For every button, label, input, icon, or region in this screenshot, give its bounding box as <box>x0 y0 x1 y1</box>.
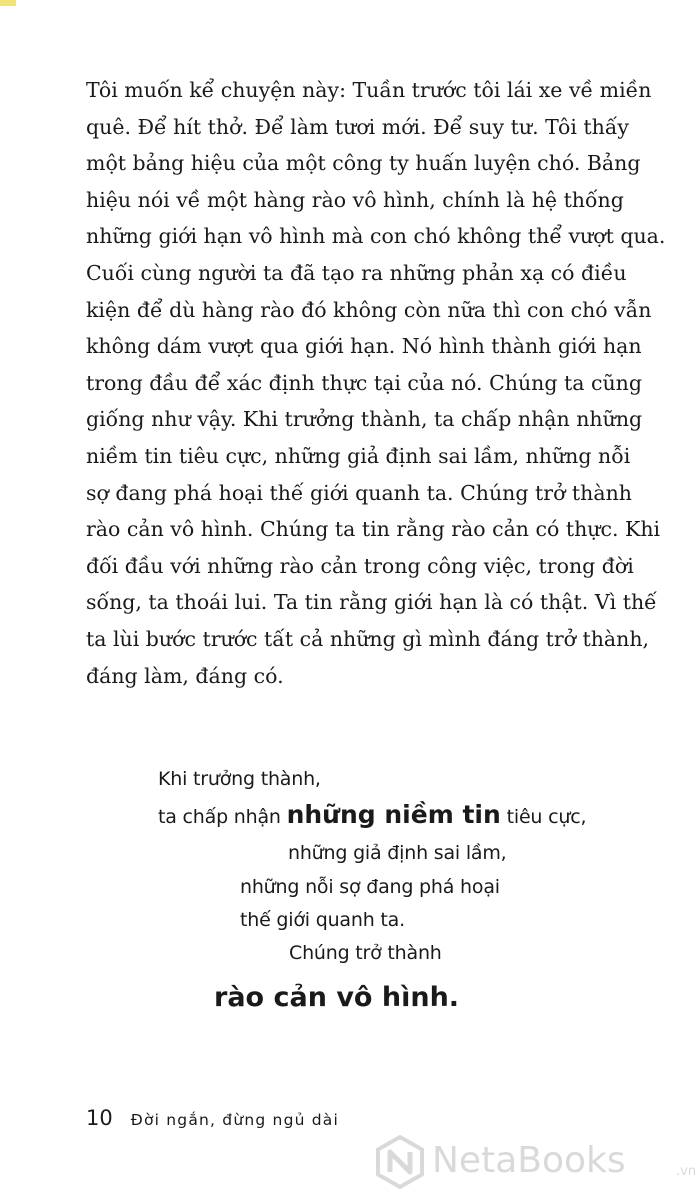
body-line: không dám vượt qua giới hạn. Nó hình thành giới hạn <box>86 334 642 359</box>
pull-quote-line: Khi trưởng thành, <box>158 768 321 790</box>
pull-quote-line: những giả định sai lầm, <box>288 842 507 864</box>
body-line: sống, ta thoái lui. Ta tin rằng giới hạn là có thật. Vì thế <box>86 590 657 615</box>
watermark-suffix: .vn <box>676 1164 697 1179</box>
body-line: hiệu nói về một hàng rào vô hình, chính là hệ thống <box>86 187 624 212</box>
body-line: đáng làm, đáng có. <box>86 663 284 688</box>
page-footer <box>86 1106 339 1130</box>
body-line: niềm tin tiêu cực, những giả định sai lầm, những nỗi <box>86 443 631 468</box>
body-line: kiện để dù hàng rào đó không còn nữa thì con chó vẫn <box>86 297 652 322</box>
body-line: ta lùi bước trước tất cả những gì mình đáng trở thành, <box>86 626 650 651</box>
pull-quote-heading: rào cản vô hình. <box>214 982 460 1013</box>
watermark <box>372 1134 696 1190</box>
pull-quote-line: Chúng trở thành <box>289 942 442 964</box>
body-line: rào cản vô hình. Chúng ta tin rằng rào cản có thực. Khi <box>86 517 661 542</box>
pull-quote-emphasis: những niềm tin <box>286 800 501 829</box>
body-line: trong đầu để xác định thực tại của nó. Chúng ta cũng <box>86 370 642 395</box>
body-line: Tôi muốn kể chuyện này: Tuần trước tôi lái xe về miền <box>86 78 652 102</box>
running-title: Đời ngắn, đừng ngủ dài <box>130 1111 340 1129</box>
body-line: giống như vậy. Khi trưởng thành, ta chấp nhận những <box>86 407 643 432</box>
pull-quote-line: thế giới quanh ta. <box>240 909 405 931</box>
page-number: 10 <box>86 1106 113 1130</box>
body-line: những giới hạn vô hình mà con chó không thể vượt qua. <box>86 224 666 249</box>
pull-quote-line: những nỗi sợ đang phá hoại <box>240 876 500 898</box>
body-line: Cuối cùng người ta đã tạo ra những phản xạ có điều <box>86 260 627 285</box>
netabooks-logo-icon <box>372 1134 428 1190</box>
body-line: đối đầu với những rào cản trong công việc, trong đời <box>86 553 634 578</box>
pull-quote-line <box>158 800 586 829</box>
pull-quote-text: tiêu cực, <box>506 806 587 828</box>
body-line: quê. Để hít thở. Để làm tươi mới. Để suy tư. Tôi thấy <box>86 114 629 139</box>
watermark-text: NetaBooks <box>432 1140 626 1181</box>
body-line: sợ đang phá hoại thế giới quanh ta. Chúng trở thành <box>86 480 632 505</box>
body-line: một bảng hiệu của một công ty huấn luyện chó. Bảng <box>86 151 641 176</box>
pull-quote-text: ta chấp nhận <box>158 806 281 828</box>
